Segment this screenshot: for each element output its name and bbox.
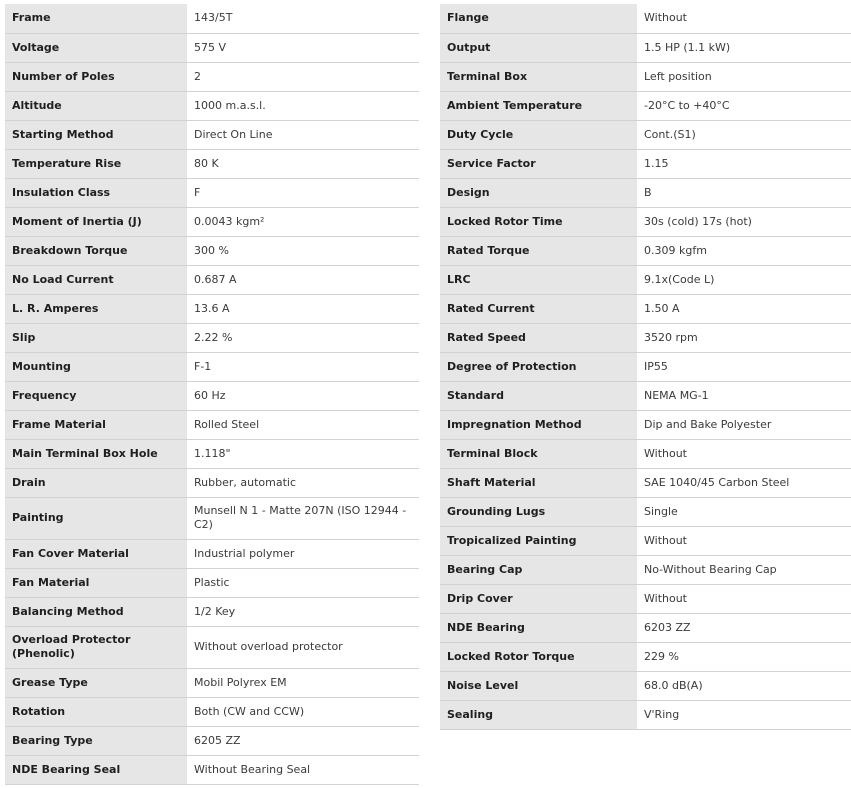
spec-label: Bearing Type — [5, 726, 187, 755]
spec-label: Starting Method — [5, 120, 187, 149]
spec-row — [5, 439, 419, 468]
spec-label: Overload Protector (Phenolic) — [5, 626, 187, 668]
spec-row — [440, 265, 851, 294]
spec-value: 13.6 A — [187, 294, 419, 323]
spec-row — [5, 468, 419, 497]
spec-value: Without — [637, 4, 851, 33]
spec-value: Mobil Polyrex EM — [187, 668, 419, 697]
spec-value: Cont.(S1) — [637, 120, 851, 149]
spec-value: 60 Hz — [187, 381, 419, 410]
spec-value: Munsell N 1 - Matte 207N (ISO 12944 - C2) — [187, 497, 419, 539]
spec-label: Fan Material — [5, 568, 187, 597]
spec-label: Terminal Box — [440, 62, 637, 91]
spec-label: LRC — [440, 265, 637, 294]
spec-row — [440, 294, 851, 323]
spec-label: Frequency — [5, 381, 187, 410]
spec-row — [440, 4, 851, 33]
spec-row — [5, 62, 419, 91]
spec-value: No-Without Bearing Cap — [637, 555, 851, 584]
spec-row — [5, 755, 419, 784]
spec-value: Without — [637, 439, 851, 468]
spec-row — [5, 236, 419, 265]
spec-row — [440, 555, 851, 584]
spec-label: Impregnation Method — [440, 410, 637, 439]
spec-value: SAE 1040/45 Carbon Steel — [637, 468, 851, 497]
spec-value: 1.50 A — [637, 294, 851, 323]
spec-row — [5, 497, 419, 539]
spec-row — [440, 613, 851, 642]
spec-label: Main Terminal Box Hole — [5, 439, 187, 468]
spec-value: 6205 ZZ — [187, 726, 419, 755]
spec-row — [440, 323, 851, 352]
spec-label: Frame Material — [5, 410, 187, 439]
spec-label: Frame — [5, 4, 187, 33]
spec-label: Locked Rotor Time — [440, 207, 637, 236]
spec-label: Voltage — [5, 33, 187, 62]
spec-value: Without Bearing Seal — [187, 755, 419, 784]
spec-value: 1.5 HP (1.1 kW) — [637, 33, 851, 62]
spec-row — [5, 381, 419, 410]
spec-label: Insulation Class — [5, 178, 187, 207]
spec-row — [5, 149, 419, 178]
spec-value: 80 K — [187, 149, 419, 178]
spec-value: Industrial polymer — [187, 539, 419, 568]
spec-value: F — [187, 178, 419, 207]
spec-label: Temperature Rise — [5, 149, 187, 178]
spec-row — [440, 584, 851, 613]
spec-label: Standard — [440, 381, 637, 410]
spec-row — [440, 33, 851, 62]
spec-label: Drain — [5, 468, 187, 497]
spec-label: Slip — [5, 323, 187, 352]
spec-label: Output — [440, 33, 637, 62]
spec-value: 575 V — [187, 33, 419, 62]
spec-value: Rubber, automatic — [187, 468, 419, 497]
spec-row — [5, 668, 419, 697]
spec-label: NDE Bearing Seal — [5, 755, 187, 784]
spec-row — [5, 626, 419, 668]
spec-value: Direct On Line — [187, 120, 419, 149]
spec-value: Single — [637, 497, 851, 526]
spec-row — [5, 568, 419, 597]
spec-row — [5, 178, 419, 207]
spec-value: Plastic — [187, 568, 419, 597]
spec-row — [440, 497, 851, 526]
spec-row — [440, 381, 851, 410]
spec-value: Without — [637, 526, 851, 555]
spec-label: Grease Type — [5, 668, 187, 697]
spec-row — [5, 410, 419, 439]
spec-row — [5, 4, 419, 33]
spec-label: Number of Poles — [5, 62, 187, 91]
spec-value: 0.0043 kgm² — [187, 207, 419, 236]
spec-value: Without overload protector — [187, 626, 419, 668]
spec-label: Duty Cycle — [440, 120, 637, 149]
spec-row — [5, 697, 419, 726]
spec-row — [5, 33, 419, 62]
spec-row — [5, 91, 419, 120]
spec-value: 300 % — [187, 236, 419, 265]
spec-value: Rolled Steel — [187, 410, 419, 439]
spec-label: Noise Level — [440, 671, 637, 700]
spec-label: Fan Cover Material — [5, 539, 187, 568]
spec-value: 68.0 dB(A) — [637, 671, 851, 700]
spec-row — [440, 352, 851, 381]
spec-value: 1/2 Key — [187, 597, 419, 626]
spec-label: Sealing — [440, 700, 637, 729]
spec-value: 1.118" — [187, 439, 419, 468]
spec-row — [440, 642, 851, 671]
spec-value: 143/5T — [187, 4, 419, 33]
spec-value: 9.1x(Code L) — [637, 265, 851, 294]
spec-label: Locked Rotor Torque — [440, 642, 637, 671]
spec-value: 2 — [187, 62, 419, 91]
spec-value: 0.687 A — [187, 265, 419, 294]
spec-row — [5, 265, 419, 294]
spec-label: No Load Current — [5, 265, 187, 294]
spec-label: Grounding Lugs — [440, 497, 637, 526]
spec-row — [5, 352, 419, 381]
spec-label: Service Factor — [440, 149, 637, 178]
spec-label: L. R. Amperes — [5, 294, 187, 323]
spec-value: V'Ring — [637, 700, 851, 729]
spec-row — [440, 62, 851, 91]
spec-value: 30s (cold) 17s (hot) — [637, 207, 851, 236]
spec-value: 1000 m.a.s.l. — [187, 91, 419, 120]
spec-label: Rated Speed — [440, 323, 637, 352]
spec-value: 6203 ZZ — [637, 613, 851, 642]
spec-row — [440, 700, 851, 729]
spec-row — [5, 323, 419, 352]
spec-value: B — [637, 178, 851, 207]
spec-label: Rotation — [5, 697, 187, 726]
spec-value: 1.15 — [637, 149, 851, 178]
spec-label: Painting — [5, 497, 187, 539]
spec-label: Rated Current — [440, 294, 637, 323]
spec-label: Balancing Method — [5, 597, 187, 626]
spec-label: Ambient Temperature — [440, 91, 637, 120]
spec-row — [440, 526, 851, 555]
spec-row — [440, 178, 851, 207]
spec-label: Tropicalized Painting — [440, 526, 637, 555]
spec-label: Bearing Cap — [440, 555, 637, 584]
spec-label: Terminal Block — [440, 439, 637, 468]
spec-value: Dip and Bake Polyester — [637, 410, 851, 439]
spec-value: 229 % — [637, 642, 851, 671]
spec-value: 0.309 kgfm — [637, 236, 851, 265]
spec-value: IP55 — [637, 352, 851, 381]
spec-row — [5, 207, 419, 236]
spec-value: -20°C to +40°C — [637, 91, 851, 120]
spec-row — [5, 597, 419, 626]
spec-label: Moment of Inertia (J) — [5, 207, 187, 236]
spec-row — [440, 207, 851, 236]
spec-label: Mounting — [5, 352, 187, 381]
spec-label: Breakdown Torque — [5, 236, 187, 265]
spec-label: NDE Bearing — [440, 613, 637, 642]
right-spec-table — [440, 4, 851, 730]
spec-label: Design — [440, 178, 637, 207]
spec-value: 2.22 % — [187, 323, 419, 352]
spec-row — [440, 410, 851, 439]
spec-row — [5, 539, 419, 568]
spec-label: Rated Torque — [440, 236, 637, 265]
left-spec-table-body — [5, 4, 419, 784]
spec-value: Without — [637, 584, 851, 613]
spec-label: Drip Cover — [440, 584, 637, 613]
spec-value: 3520 rpm — [637, 323, 851, 352]
spec-label: Degree of Protection — [440, 352, 637, 381]
spec-row — [440, 439, 851, 468]
spec-row — [440, 120, 851, 149]
spec-row — [5, 726, 419, 755]
spec-row — [440, 671, 851, 700]
spec-value: Left position — [637, 62, 851, 91]
spec-row — [5, 294, 419, 323]
spec-value: NEMA MG-1 — [637, 381, 851, 410]
spec-label: Altitude — [5, 91, 187, 120]
spec-row — [440, 468, 851, 497]
right-spec-table-body — [440, 4, 851, 729]
spec-row — [440, 149, 851, 178]
spec-label: Shaft Material — [440, 468, 637, 497]
spec-value: F-1 — [187, 352, 419, 381]
spec-row — [440, 236, 851, 265]
spec-label: Flange — [440, 4, 637, 33]
left-spec-table — [5, 4, 419, 785]
spec-value: Both (CW and CCW) — [187, 697, 419, 726]
spec-row — [440, 91, 851, 120]
spec-row — [5, 120, 419, 149]
